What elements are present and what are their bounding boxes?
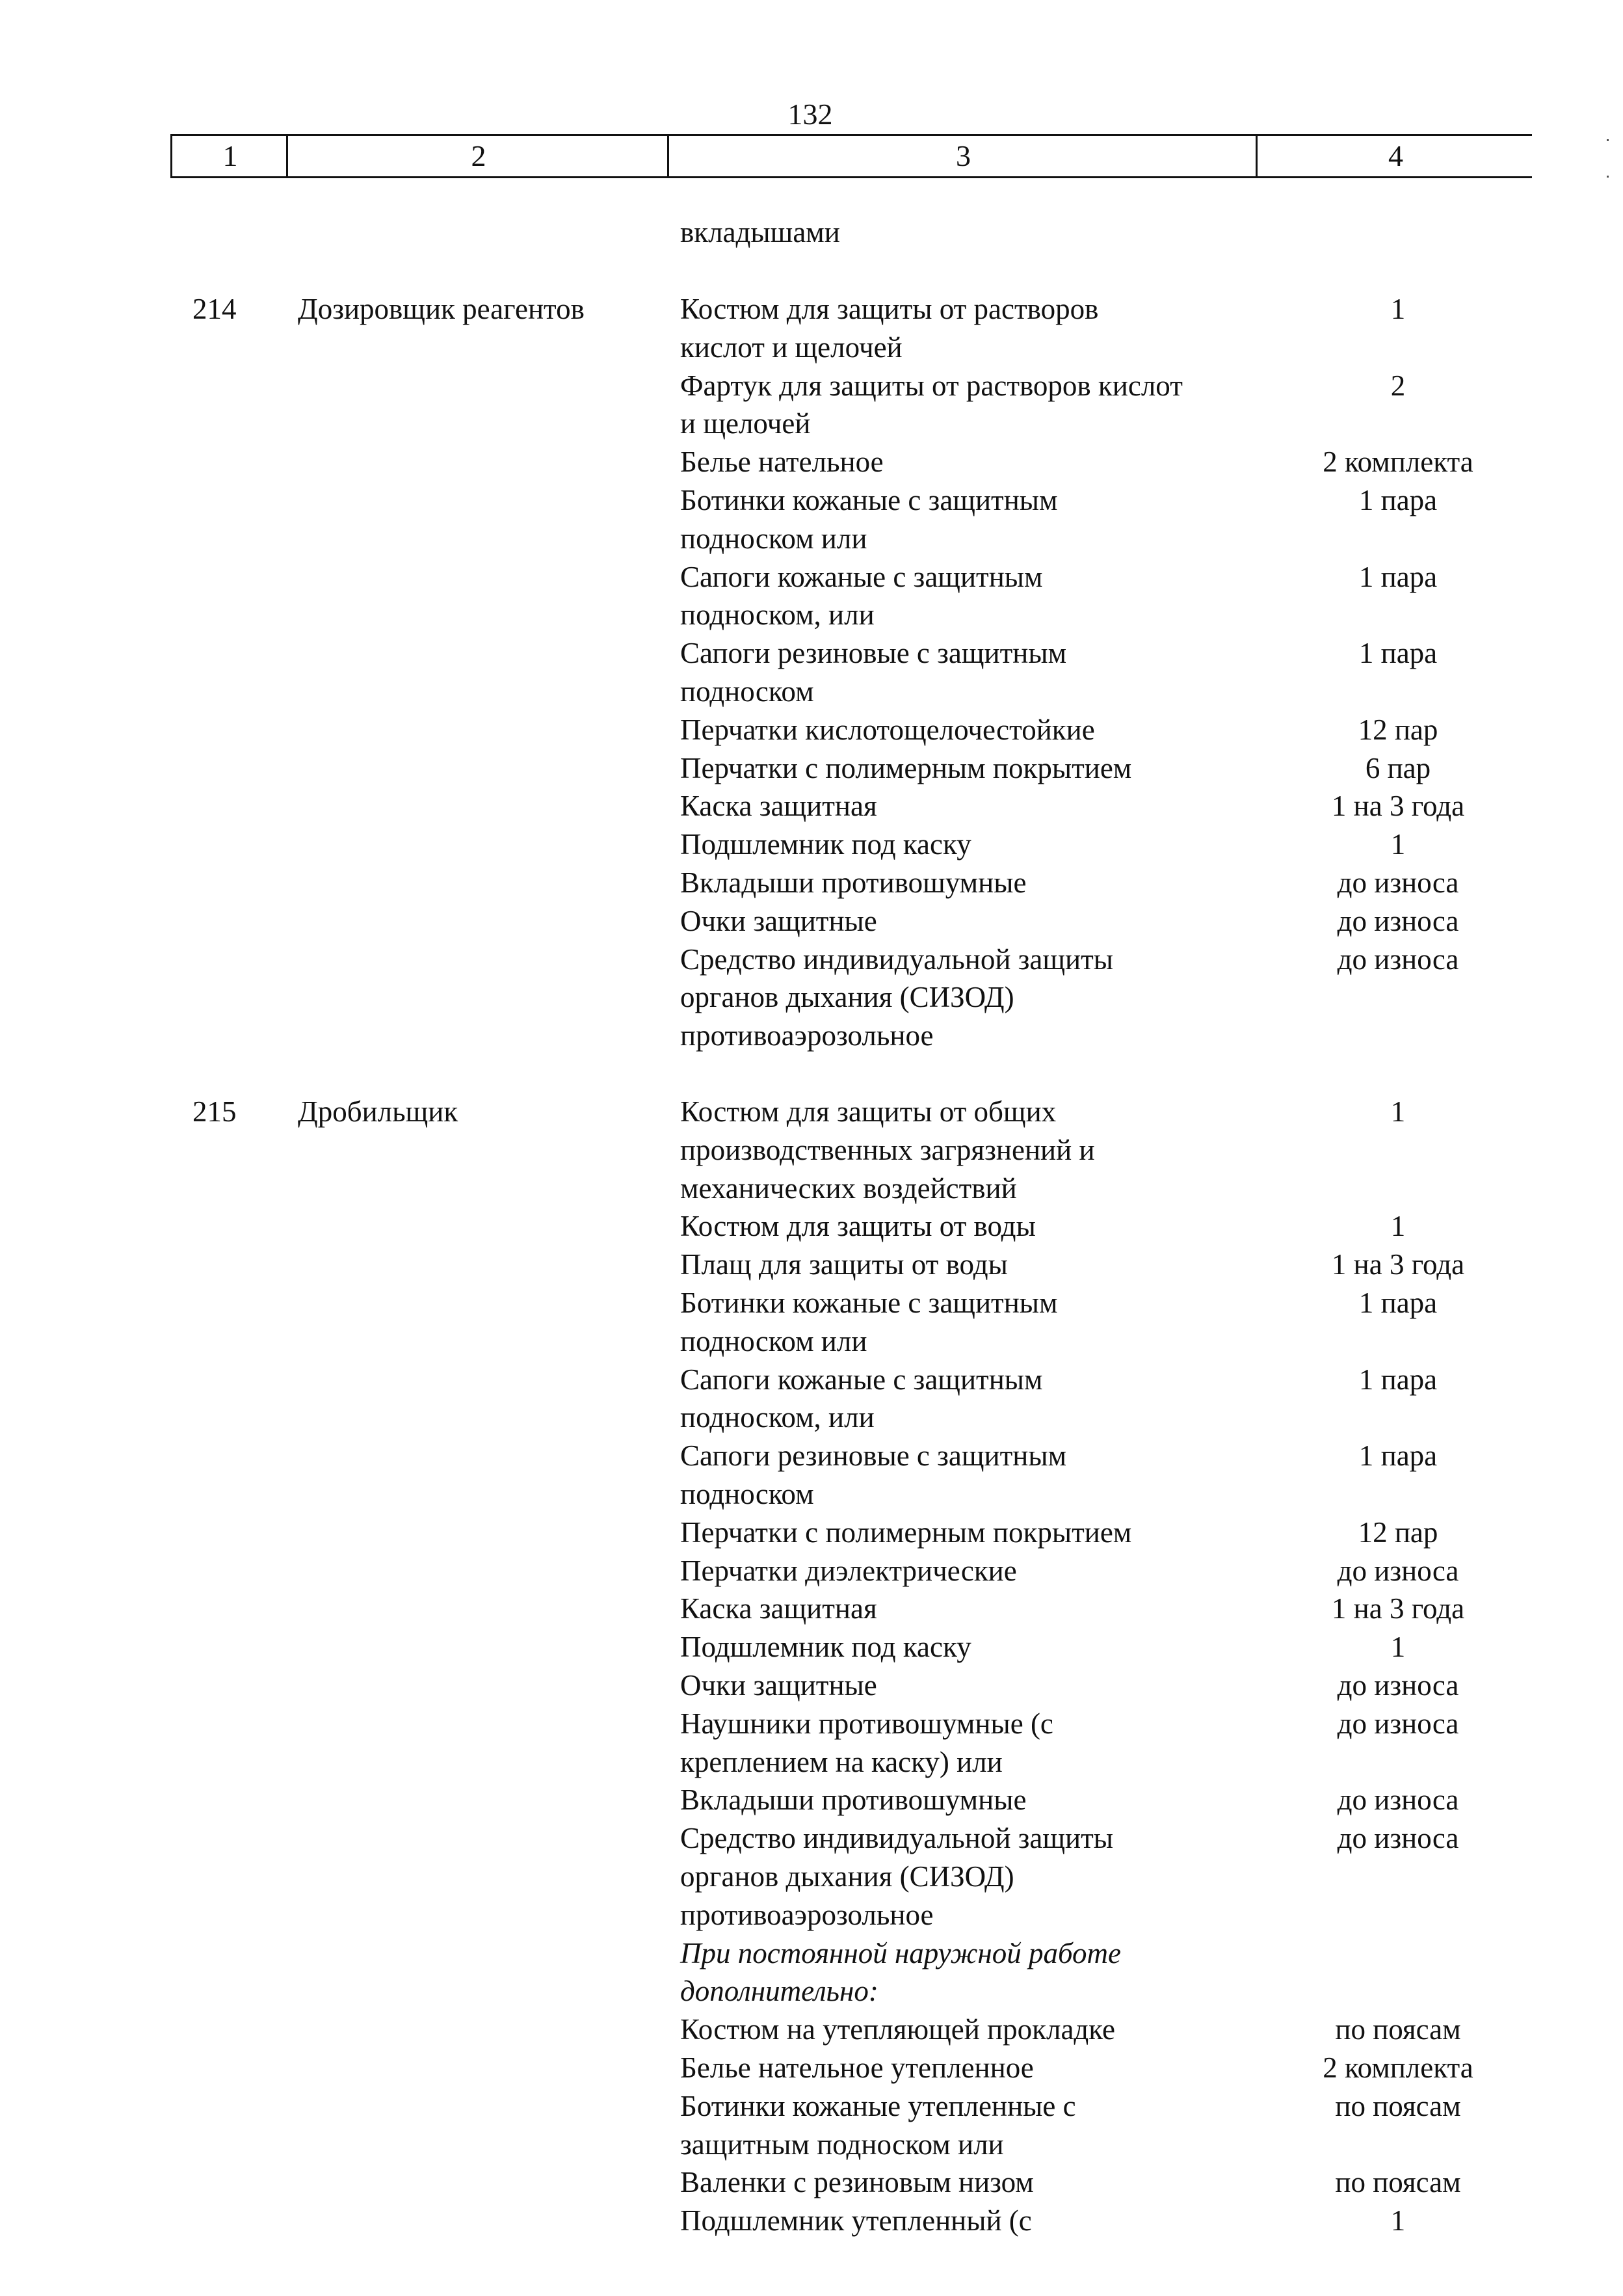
ppe-item-name: Ботинки кожаные с защитным <box>680 484 1058 516</box>
ppe-item-quantity: 1 <box>1390 1210 1406 1243</box>
ppe-item-name: подноском, или <box>680 1401 875 1434</box>
header-col-1: 1 <box>170 136 288 176</box>
ppe-item-name: Сапоги резиновые с защитным <box>680 637 1067 670</box>
ppe-item-quantity: до износа <box>1337 1707 1459 1740</box>
ppe-item-name: креплением на каску) или <box>680 1745 1003 1778</box>
ppe-item-name: органов дыхания (СИЗОД) <box>680 1860 1014 1893</box>
ppe-item-name: Сапоги резиновые с защитным <box>680 1439 1067 1473</box>
ppe-item-name: подноском, или <box>680 598 875 632</box>
ppe-item-quantity: по поясам <box>1335 2089 1461 2122</box>
ppe-item-quantity: по поясам <box>1335 2166 1461 2199</box>
ppe-item-quantity: 1 <box>1390 828 1406 861</box>
ppe-item-name: Наушники противошумные (с <box>680 1707 1053 1740</box>
header-col-3: 3 <box>667 136 1258 176</box>
ppe-item-name: Перчатки кислотощелочестойкие <box>680 713 1095 746</box>
ppe-item-name: Перчатки диэлектрические <box>680 1554 1017 1587</box>
ppe-item-name: подноском <box>680 1478 814 1510</box>
ppe-item-name: Сапоги кожаные с защитным <box>680 560 1043 593</box>
ppe-item-name: Каска защитная <box>680 790 877 823</box>
page-number: 132 <box>787 98 833 131</box>
ppe-item-quantity: 1 <box>1390 1095 1406 1128</box>
edge-mark <box>1607 139 1609 141</box>
ppe-item-quantity: до износа <box>1337 942 1459 976</box>
ppe-item-name: производственных загрязнений и <box>680 1133 1095 1166</box>
ppe-item-quantity: 1 на 3 года <box>1331 1592 1465 1625</box>
ppe-item-name: Плащ для защиты от воды <box>680 1248 1008 1281</box>
ppe-item-name: дополнительно: <box>680 1975 878 2008</box>
ppe-item-quantity: 1 <box>1390 1631 1406 1664</box>
ppe-item-name: Костюм для защиты от растворов <box>680 293 1099 325</box>
ppe-item-name: кислот и щелочей <box>680 330 903 364</box>
ppe-item-name: подноском или <box>680 522 867 555</box>
ppe-item-quantity: 1 пара <box>1358 560 1438 593</box>
ppe-item-name: Ботинки кожаные с защитным <box>680 1287 1058 1319</box>
ppe-item-quantity: 1 пара <box>1358 1363 1438 1396</box>
ppe-item-name: Костюм на утепляющей прокладке <box>680 2013 1116 2046</box>
ppe-item-quantity: 1 <box>1390 2204 1406 2237</box>
ppe-item-name: Костюм для защиты от воды <box>680 1210 1036 1243</box>
ppe-item-name: и щелочей <box>680 407 811 440</box>
ppe-item-name: Сапоги кожаные с защитным <box>680 1363 1043 1396</box>
ppe-item-name: Фартук для защиты от растворов кислот <box>680 369 1183 402</box>
ppe-item-name: Подшлемник под каску <box>680 1631 971 1664</box>
continuation-text: вкладышами <box>680 216 840 248</box>
ppe-item-name: Вкладыши противошумные <box>680 1783 1027 1817</box>
ppe-item-quantity: по поясам <box>1335 2013 1461 2046</box>
ppe-item-quantity: до износа <box>1337 1783 1459 1817</box>
ppe-item-quantity: 12 пар <box>1358 713 1438 746</box>
ppe-item-quantity: 1 пара <box>1358 1439 1438 1473</box>
ppe-item-name: Очки защитные <box>680 904 877 937</box>
ppe-item-name: Очки защитные <box>680 1669 877 1702</box>
ppe-item-name: защитным подноском или <box>680 2128 1004 2161</box>
ppe-item-name: Вкладыши противошумные <box>680 866 1027 899</box>
ppe-item-name: противоаэрозольное <box>680 1019 934 1052</box>
ppe-item-quantity: до износа <box>1337 1669 1459 1702</box>
header-col-2: 2 <box>286 136 669 176</box>
ppe-item-name: Перчатки с полимерным покрытием <box>680 751 1132 784</box>
ppe-item-name: подноском или <box>680 1324 867 1357</box>
ppe-item-name: Средство индивидуальной защиты <box>680 1822 1114 1855</box>
ppe-item-name: противоаэрозольное <box>680 1898 934 1931</box>
ppe-item-quantity: 6 пар <box>1365 751 1431 784</box>
ppe-item-quantity: 2 комплекта <box>1323 2051 1473 2084</box>
header-col-4: 4 <box>1256 136 1534 176</box>
ppe-item-name: органов дыхания (СИЗОД) <box>680 981 1014 1014</box>
entry-number: 215 <box>192 1095 237 1128</box>
table-header <box>170 134 1532 178</box>
ppe-item-quantity: до износа <box>1337 866 1459 899</box>
ppe-item-quantity: 1 пара <box>1358 484 1438 516</box>
ppe-item-quantity: 2 комплекта <box>1323 446 1473 479</box>
ppe-item-name: При постоянной наружной работе <box>680 1936 1121 1969</box>
ppe-item-name: Костюм для защиты от общих <box>680 1095 1057 1128</box>
ppe-item-quantity: 2 <box>1390 369 1406 402</box>
ppe-item-quantity: до износа <box>1337 1554 1459 1587</box>
ppe-item-quantity: 1 на 3 года <box>1331 790 1465 823</box>
ppe-item-name: механических воздействий <box>680 1171 1017 1205</box>
ppe-item-quantity: до износа <box>1337 904 1459 937</box>
ppe-item-name: подноском <box>680 675 814 708</box>
ppe-item-quantity: 1 пара <box>1358 1287 1438 1319</box>
ppe-item-name: Белье нательное утепленное <box>680 2051 1034 2084</box>
ppe-item-name: Белье нательное <box>680 446 884 479</box>
entry-number: 214 <box>192 293 237 325</box>
ppe-item-name: Валенки с резиновым низом <box>680 2166 1034 2199</box>
edge-mark <box>1607 176 1609 178</box>
ppe-item-name: Подшлемник утепленный (с <box>680 2204 1032 2237</box>
ppe-item-name: Каска защитная <box>680 1592 877 1625</box>
profession-name: Дозировщик реагентов <box>298 293 585 325</box>
ppe-item-name: Ботинки кожаные утепленные с <box>680 2089 1076 2122</box>
ppe-item-quantity: 12 пар <box>1358 1515 1438 1549</box>
ppe-item-name: Средство индивидуальной защиты <box>680 942 1114 976</box>
ppe-item-name: Подшлемник под каску <box>680 828 971 861</box>
ppe-item-quantity: 1 пара <box>1358 637 1438 670</box>
ppe-item-name: Перчатки с полимерным покрытием <box>680 1515 1132 1549</box>
ppe-item-quantity: 1 <box>1390 293 1406 325</box>
ppe-item-quantity: 1 на 3 года <box>1331 1248 1465 1281</box>
profession-name: Дробильщик <box>298 1095 458 1128</box>
ppe-item-quantity: до износа <box>1337 1822 1459 1855</box>
